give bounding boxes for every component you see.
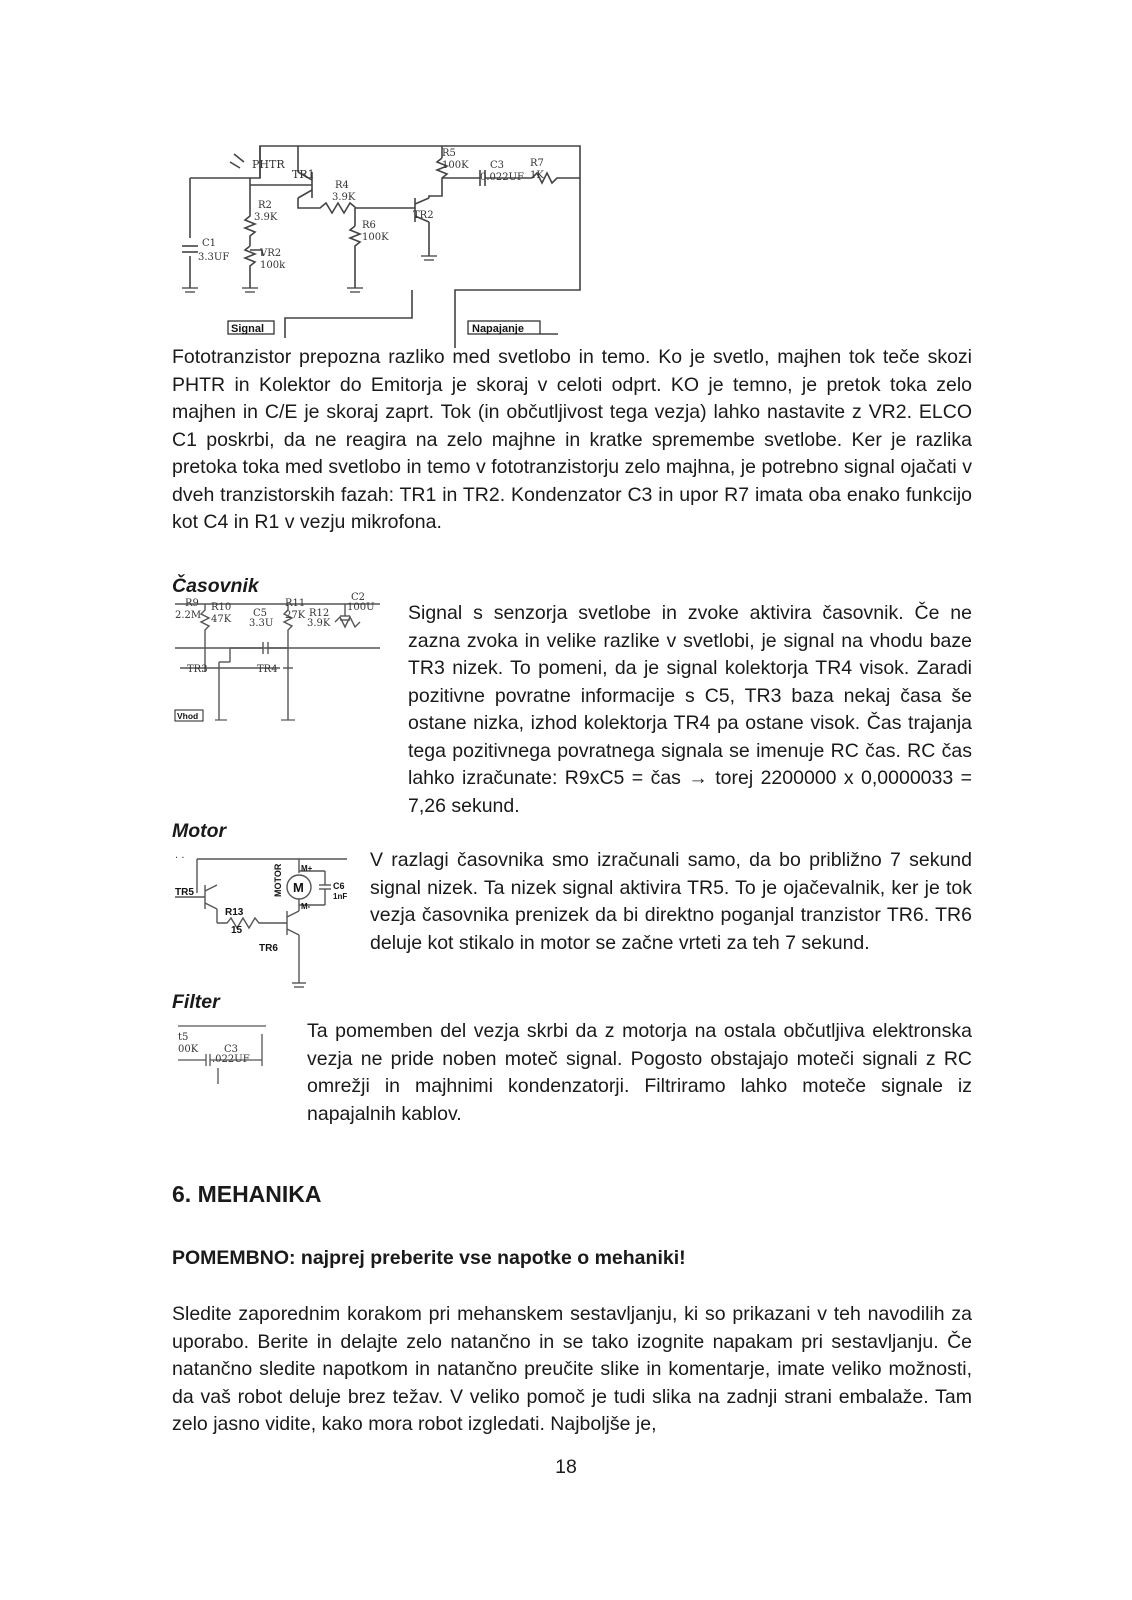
r6-label: R6 <box>362 220 376 231</box>
motor-circuit-diagram <box>175 853 355 1003</box>
phtr-label: PHTR <box>252 158 285 171</box>
mechanics-paragraph: Sledite zaporednim korakom pri mehanskem sestavljanju, ki so prikazani v teh navodilih za uporabo. Berite in delajte zelo natančno in se tako izognite napakam pri sestavljanju. Če natančno sledite napotkom in natančno preučite slike in komentarje, imate veliko možnosti, da vaš robot deluje brez težav. V veliko pomoč je tudi slika na zadnji strani embalaže. Tam zelo jasno vidite, kako mora robot izgledati. Najboljše je, <box>172 1303 972 1435</box>
timer-paragraph: Signal s senzorja svetlobe in zvoke aktivira časovnik. Če ne zazna zvoka in velike razlike v svetlobi, je signal na vhodu baze TR3 nizek. To pomeni, da je signal kolektorja TR4 visok. Zaradi pozitivne povratne informacije s C5, TR3 baza nekaj časa še ostane nizka, izhod kolektorja TR4 pa ostane visok. Čas trajanja tega pozitivnega povratnega signala se imenuje RC čas. RC čas lahko izračunate: R9xC5 = čas → torej 2200000 x 0,0000033 = 7,26 sekund. <box>408 602 972 817</box>
signal-label: Signal <box>231 323 265 335</box>
c1-label: C1 <box>202 238 217 249</box>
r2-label: R2 <box>258 200 272 211</box>
r2-value: 3.9K <box>254 212 278 223</box>
r7-value: 1K <box>530 170 544 181</box>
r12-label: R12 <box>309 608 330 619</box>
c5-label: C5 <box>253 608 268 619</box>
r6-value: 100K <box>362 232 389 243</box>
vr2-value: 100k <box>260 260 286 271</box>
timer-circuit-diagram <box>175 592 387 742</box>
r13-label: R13 <box>225 907 244 918</box>
vr2-label: VR2 <box>260 248 282 259</box>
tr6-label: TR6 <box>259 943 278 954</box>
power-label: Napajanje <box>472 323 524 335</box>
filter-paragraph: Ta pomemben del vezja skrbi da z motorja na ostala občutljiva elektronska vezja ne pride noben moteč signal. Pogosto obstajajo moteči signali z RC omrežji in majhnimi kondenzatorji. Filtriramo lahko moteče signale iz napajalnih kablov. <box>307 1020 972 1125</box>
motor-paragraph: V razlagi časovnika smo izračunali samo, da bo približno 7 sekund signal nizek. Ta nizek signal aktivira TR5. To je ojačevalnik, ker je tok vezja časovnika prenizek da bi direktno poganjal tranzistor TR6. TR6 deluje kot stikalo in motor se začne vrteti za teh 7 sekund. <box>370 849 972 954</box>
filter-circuit-diagram <box>178 1024 270 1084</box>
motor-dots: · · <box>175 853 185 864</box>
filter-r5-value: 00K <box>178 1044 199 1055</box>
motor-minus-label: M- <box>301 902 311 911</box>
tr5-label: TR5 <box>175 887 194 898</box>
r11-value: 27K <box>285 610 306 621</box>
c2-label: C2 <box>351 592 366 603</box>
tr1-label: TR1 <box>292 168 315 181</box>
light-sensor-circuit-diagram <box>180 138 610 348</box>
motor-symbol-label: M <box>293 880 304 895</box>
r10-label: R10 <box>211 602 232 613</box>
r4-label: R4 <box>335 180 349 191</box>
tr2-label: TR2 <box>413 210 434 221</box>
c5-value: 3.3U <box>249 618 274 629</box>
r7-label: R7 <box>530 158 544 169</box>
r9-value: 2.2M <box>175 610 202 621</box>
input-label: Vhod <box>177 711 199 721</box>
motor-text-label: MOTOR <box>273 863 283 897</box>
timer-heading: Časovnik <box>172 575 259 597</box>
c6-label: C6 <box>333 881 345 891</box>
c2-value: 100U <box>347 602 375 613</box>
intro-paragraph: Fototranzistor prepozna razliko med svetlobo in temo. Ko je svetlo, majhen tok teče skozi PHTR in Kolektor do Emitorja je skoraj v celoti odprt. KO je temno, je pretok toka zelo majhen in C/E je skoraj zaprt. Tok (in občutljivost tega vezja) lahko nastavite z VR2. ELCO C1 poskrbi, da ne reagira na zelo majhne in kratke spremembe svetlobe. Ker je razlika pretoka toka med svetlobo in temo v fototranzistorju zelo majhna, je potrebno signal ojačati v dveh tranzistorskih fazah: TR1 in TR2. Kondenzator C3 in upor R7 imata oba enako funkcijo kot C4 in R1 v vezju mikrofona. <box>172 346 972 533</box>
filter-c3-value: .022UF <box>212 1054 250 1065</box>
filter-heading: Filter <box>172 991 220 1013</box>
important-note: POMEMBNO: najprej preberite vse napotke o mehaniki! <box>172 1247 686 1269</box>
section-title: 6. MEHANIKA <box>172 1181 322 1207</box>
motor-plus-label: M+ <box>301 864 313 873</box>
c3-value: 0.022UF <box>480 172 524 183</box>
r5-label: R5 <box>442 148 456 159</box>
c1-value: 3.3UF <box>198 252 230 263</box>
r13-value: 15 <box>231 925 243 936</box>
motor-heading: Motor <box>172 820 227 842</box>
filter-c3-label: C3 <box>224 1044 239 1055</box>
page-number: 18 <box>555 1456 577 1478</box>
r12-value: 3.9K <box>307 618 331 629</box>
c3-label: C3 <box>490 160 505 171</box>
tr4-label: TR4 <box>257 664 278 675</box>
r10-value: 47K <box>211 614 232 625</box>
c6-value: 1nF <box>333 892 348 901</box>
r11-label: R11 <box>285 598 306 609</box>
r5-value: 100K <box>442 160 469 171</box>
tr3-label: TR3 <box>187 664 208 675</box>
filter-r5-label: t5 <box>178 1032 189 1043</box>
r4-value: 3.9K <box>332 192 356 203</box>
r9-label: R9 <box>185 598 199 609</box>
